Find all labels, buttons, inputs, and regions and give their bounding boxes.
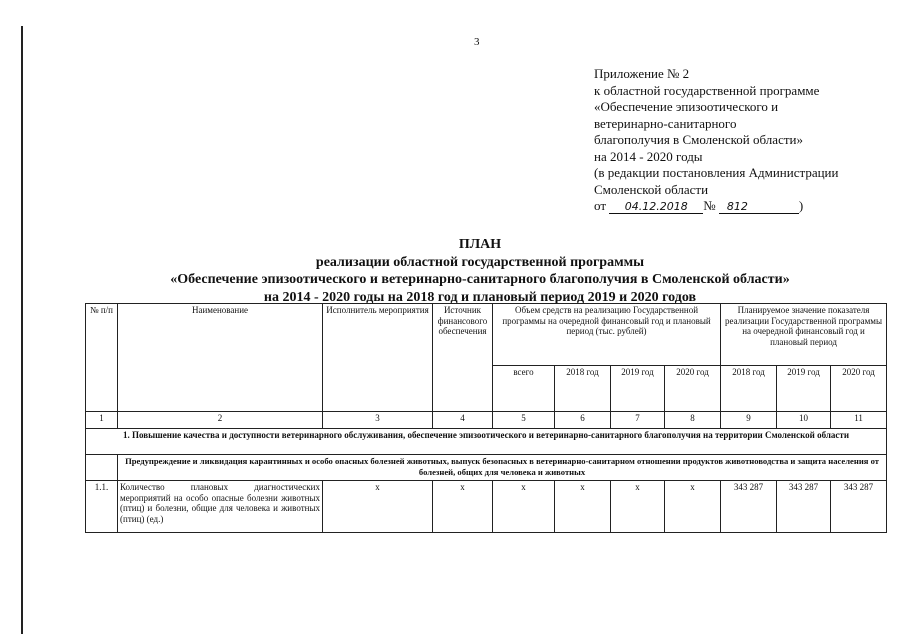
appendix-line: Смоленской области <box>594 181 709 197</box>
header-total: всего <box>493 366 555 412</box>
header-2018: 2018 год <box>555 366 611 412</box>
appendix-line: Приложение № 2 <box>594 66 690 81</box>
column-number: 10 <box>777 412 831 429</box>
column-number: 8 <box>665 412 721 429</box>
header-indicator: Планируемое значение показателя реализации Государственной программы на очередной финансовый год и плановый период <box>721 304 887 366</box>
header-indicator-2020: 2020 год <box>831 366 887 412</box>
subsection-title: Предупреждение и ликвидация карантинных и особо опасных болезней животных, выпуск безопасных в ветеринарно-санитарном отношении продуктов животноводства и защита населения от болезней, общих для человека и животных <box>118 455 887 481</box>
appendix-line: (в редакции постановления Администрации <box>594 165 839 180</box>
table-row <box>86 481 887 533</box>
title-line-3: «Обеспечение эпизоотического и ветеринарно-санитарного благополучия в Смоленской области» <box>170 272 790 287</box>
header-source: Источник финансового обеспечения <box>433 304 493 412</box>
header-funding: Объем средств на реализацию Государственной программы на очередной финансовый год и плановый период (тыс. рублей) <box>493 304 721 366</box>
appendix-line: к областной государственной программе <box>594 82 820 98</box>
column-number: 6 <box>555 412 611 429</box>
section-row <box>86 429 887 455</box>
appendix-block <box>594 66 894 215</box>
handwritten-number: 812 <box>719 200 799 214</box>
appendix-line: благополучия в Смоленской области» <box>594 132 803 147</box>
row-executor: х <box>323 481 433 533</box>
row-indicator-2020: 343 287 <box>831 481 887 533</box>
header-row-1 <box>86 304 887 366</box>
number-sign: № <box>703 198 716 213</box>
column-number: 4 <box>433 412 493 429</box>
page-number: 3 <box>474 36 480 48</box>
subsection-row <box>86 455 887 481</box>
header-2019: 2019 год <box>611 366 665 412</box>
header-indicator-2019: 2019 год <box>777 366 831 412</box>
row-2019: х <box>611 481 665 533</box>
from-prefix: от <box>594 198 607 213</box>
row-indicator-2019: 343 287 <box>777 481 831 533</box>
column-number: 5 <box>493 412 555 429</box>
header-indicator-2018: 2018 год <box>721 366 777 412</box>
row-num: 1.1. <box>86 481 118 533</box>
row-indicator-2018: 343 287 <box>721 481 777 533</box>
row-total: х <box>493 481 555 533</box>
close-paren: ) <box>798 198 804 213</box>
row-source: х <box>433 481 493 533</box>
plan-title <box>120 236 840 306</box>
column-number: 7 <box>611 412 665 429</box>
column-number-row <box>86 412 887 429</box>
row-2020: х <box>665 481 721 533</box>
left-margin-rule <box>21 26 23 634</box>
row-2018: х <box>555 481 611 533</box>
header-num: № п/п <box>86 304 118 412</box>
appendix-line: ветеринарно-санитарного <box>594 115 737 131</box>
title-line-2: реализации областной государственной программы <box>315 254 645 270</box>
appendix-line: на 2014 - 2020 годы <box>594 148 703 164</box>
column-number: 11 <box>831 412 887 429</box>
row-name: Количество плановых диагностических мероприятий на особо опасные болезни животных (птиц) и болезни, общие для человека и животных (птиц) (ед.) <box>118 481 323 533</box>
section-title: 1. Повышение качества и доступности ветеринарного обслуживания, обеспечение эпизоотического и ветеринарно-санитарного благополучия на территории Смоленской области <box>86 429 887 455</box>
plan-table <box>85 303 887 533</box>
header-name: Наименование <box>118 304 323 412</box>
title-line-4: на 2014 - 2020 годы на 2018 год и плановый период 2019 и 2020 годов <box>263 289 697 305</box>
header-executor: Исполнитель мероприятия <box>323 304 433 412</box>
column-number: 1 <box>86 412 118 429</box>
header-2020: 2020 год <box>665 366 721 412</box>
column-number: 9 <box>721 412 777 429</box>
column-number: 3 <box>323 412 433 429</box>
appendix-line: «Обеспечение эпизоотического и <box>594 99 779 114</box>
column-number: 2 <box>118 412 323 429</box>
handwritten-date: 04.12.2018 <box>609 200 703 214</box>
appendix-date-line <box>594 198 894 215</box>
title-line-1: ПЛАН <box>458 237 502 252</box>
